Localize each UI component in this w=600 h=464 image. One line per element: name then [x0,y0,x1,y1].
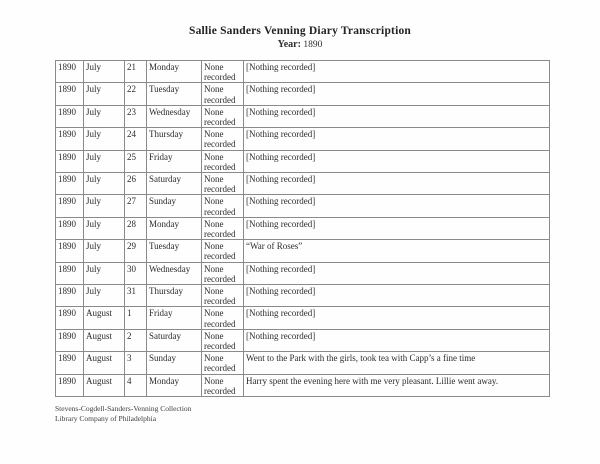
cell-month: July [84,105,125,127]
year-label: Year: [277,39,301,50]
cell-month: July [84,195,125,217]
diary-table-body [56,61,550,397]
cell-year: 1890 [56,240,84,262]
footer [55,404,191,423]
cell-year: 1890 [56,262,84,284]
table-row [56,83,550,105]
footer-collection-line: Stevens-Cogdell-Sanders-Venning Collection [55,404,192,413]
cell-day: 25 [125,150,147,172]
cell-weekday: Monday [147,374,202,396]
cell-day: 1 [125,307,147,329]
cell-day: 24 [125,128,147,150]
cell-status: None recorded [202,285,244,307]
cell-year: 1890 [56,285,84,307]
cell-year: 1890 [56,150,84,172]
cell-month: August [84,374,125,396]
cell-month: July [84,150,125,172]
cell-entry: [Nothing recorded] [244,105,550,127]
cell-status: None recorded [202,105,244,127]
cell-year: 1890 [56,61,84,83]
cell-month: July [84,240,125,262]
cell-day: 26 [125,173,147,195]
cell-status: None recorded [202,195,244,217]
cell-status: None recorded [202,240,244,262]
cell-weekday: Friday [147,307,202,329]
cell-weekday: Saturday [147,329,202,351]
cell-day: 30 [125,262,147,284]
cell-entry: [Nothing recorded] [244,83,550,105]
cell-year: 1890 [56,195,84,217]
cell-entry: [Nothing recorded] [244,195,550,217]
table-row [56,262,550,284]
cell-weekday: Tuesday [147,83,202,105]
cell-month: August [84,352,125,374]
cell-year: 1890 [56,105,84,127]
cell-month: July [84,128,125,150]
cell-entry: “War of Roses” [244,240,550,262]
cell-day: 22 [125,83,147,105]
cell-status: None recorded [202,83,244,105]
cell-year: 1890 [56,329,84,351]
cell-month: July [84,217,125,239]
cell-month: August [84,329,125,351]
cell-weekday: Sunday [147,195,202,217]
cell-entry: [Nothing recorded] [244,61,550,83]
cell-weekday: Thursday [147,285,202,307]
cell-month: July [84,285,125,307]
cell-status: None recorded [202,374,244,396]
cell-entry: [Nothing recorded] [244,285,550,307]
cell-status: None recorded [202,307,244,329]
cell-day: 4 [125,374,147,396]
cell-entry: Harry spent the evening here with me very pleasant. Lillie went away. [244,374,550,396]
table-row [56,173,550,195]
cell-entry: [Nothing recorded] [244,329,550,351]
table-row [56,374,550,396]
cell-year: 1890 [56,374,84,396]
cell-entry: [Nothing recorded] [244,217,550,239]
table-row [56,307,550,329]
cell-day: 29 [125,240,147,262]
cell-day: 23 [125,105,147,127]
cell-entry: [Nothing recorded] [244,128,550,150]
table-row [56,195,550,217]
cell-status: None recorded [202,150,244,172]
cell-year: 1890 [56,83,84,105]
table-row [56,240,550,262]
cell-entry: [Nothing recorded] [244,173,550,195]
cell-weekday: Wednesday [147,105,202,127]
table-row [56,61,550,83]
cell-year: 1890 [56,128,84,150]
cell-day: 21 [125,61,147,83]
cell-status: None recorded [202,61,244,83]
cell-weekday: Wednesday [147,262,202,284]
table-row [56,128,550,150]
cell-status: None recorded [202,262,244,284]
cell-entry: [Nothing recorded] [244,307,550,329]
cell-status: None recorded [202,352,244,374]
cell-month: July [84,83,125,105]
cell-weekday: Sunday [147,352,202,374]
cell-entry: Went to the Park with the girls, took tea with Capp’s a fine time [244,352,550,374]
cell-year: 1890 [56,173,84,195]
cell-status: None recorded [202,173,244,195]
table-row [56,329,550,351]
cell-month: July [84,262,125,284]
table-row [56,105,550,127]
cell-month: July [84,61,125,83]
cell-weekday: Monday [147,217,202,239]
cell-weekday: Friday [147,150,202,172]
cell-day: 27 [125,195,147,217]
cell-month: July [84,173,125,195]
cell-year: 1890 [56,352,84,374]
page-title: Sallie Sanders Venning Diary Transcription [188,25,412,37]
year-value: 1890 [303,40,323,50]
cell-status: None recorded [202,217,244,239]
cell-weekday: Saturday [147,173,202,195]
cell-year: 1890 [56,217,84,239]
cell-weekday: Monday [147,61,202,83]
cell-day: 3 [125,352,147,374]
cell-year: 1890 [56,307,84,329]
table-row [56,150,550,172]
table-row [56,352,550,374]
table-row [56,285,550,307]
cell-status: None recorded [202,329,244,351]
cell-day: 2 [125,329,147,351]
cell-month: August [84,307,125,329]
year-line [0,39,600,50]
cell-day: 31 [125,285,147,307]
cell-weekday: Tuesday [147,240,202,262]
cell-weekday: Thursday [147,128,202,150]
cell-entry: [Nothing recorded] [244,262,550,284]
table-row [56,217,550,239]
cell-day: 28 [125,217,147,239]
footer-institution-line: Library Company of Philadelphia [55,413,157,423]
cell-status: None recorded [202,128,244,150]
cell-entry: [Nothing recorded] [244,150,550,172]
diary-transcription-table [55,60,550,397]
